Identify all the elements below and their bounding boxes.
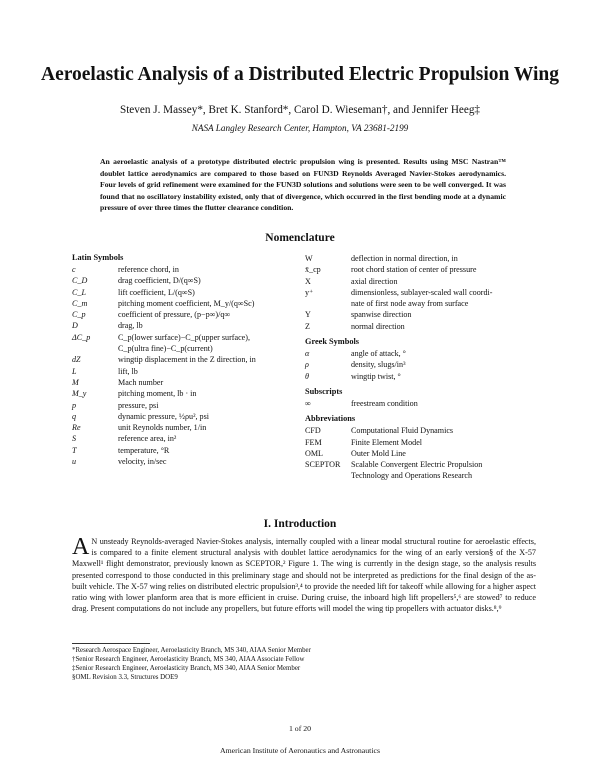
nomenclature-entry: [305, 398, 537, 409]
nomenclature-symbol: C_p: [72, 310, 86, 320]
nomenclature-symbol: c: [72, 265, 76, 274]
nomenclature-definition: reference chord, in: [118, 265, 179, 274]
nomenclature-entry: [72, 264, 304, 275]
nomenclature-entry: [72, 433, 304, 444]
nomenclature-symbol: X: [305, 276, 311, 286]
nomenclature-entry: [305, 437, 537, 448]
nomenclature-symbol: W: [305, 254, 313, 263]
footnote: *Research Aerospace Engineer, Aeroelasticity Branch, MS 340, AIAA Senior Member: [72, 647, 311, 654]
position-symbol-list: [305, 253, 537, 332]
nomenclature-definition: lift coefficient, L/(q∞S): [118, 287, 195, 297]
nomenclature-definition: pitching moment, lb · in: [118, 389, 197, 399]
abstract: An aeroelastic analysis of a prototype distributed electric propulsion wing is presented. Results using MSC Nastran™ doublet lattice aerodynamics are compared to those based on FUN3D Reynolds Averaged Navier-Stokes aerodynamics. Four levels of grid refinement were examined for the FUN3D solutions and solutions were seen to be well converged. It was found that no oscillatory instability existed, only that of divergence, which occurred in the first bending mode at a dynamic pressure of over three times the flutter clearance condition.: [100, 157, 506, 213]
latin-symbols-heading: Latin Symbols: [72, 253, 124, 262]
footnote: †Senior Research Engineer, Aeroelasticity Branch, MS 340, AIAA Associate Fellow: [72, 656, 305, 663]
nomenclature-heading: Nomenclature: [265, 232, 335, 244]
nomenclature-entry: [305, 287, 537, 298]
latin-symbol-list: [72, 264, 304, 467]
nomenclature-entry: [72, 275, 304, 286]
nomenclature-definition: freestream condition: [351, 398, 418, 408]
nomenclature-entry: [305, 264, 537, 275]
nomenclature-symbol: x̄_cp: [305, 265, 321, 275]
nomenclature-entry: [305, 459, 537, 470]
nomenclature-right-column: [305, 253, 537, 482]
introduction-text: N unsteady Reynolds-averaged Navier-Stokes analysis, internally coupled with a linear modal structural routine for aeroelastic effects, is compared to a finite element structural analysis with doublet lattice aerodynamics for the wing of an early version§ of the X-57 Maxwell¹ flight demonstrator, previously known as SCEPTOR,² Figure 1. The wing is currently in the design stage, so the analysis results presented correspond to those conducted in this preliminary stage and should not be interpreted as predictions for the final design of the as-built vehicle. The X-57 wing relies on distributed electric propulsion³,⁴ to provide the needed lift for takeoff while allowing for a higher aspect ratio wing with lower planform area that is more efficient in cruise. During cruise, the inboard high lift propellers⁵,⁶ are stowed⁷ to reduce drag. Present computations do not include any propellers, but future efforts will model the wing tip propellers with actuator disks.⁸,⁹: [72, 537, 536, 614]
footer-publisher: American Institute of Aeronautics and Astronautics: [219, 746, 380, 755]
nomenclature-symbol: C_L: [72, 287, 86, 297]
nomenclature-symbol: Y: [305, 310, 311, 320]
nomenclature-entry: [305, 348, 537, 359]
nomenclature-definition: C_p(lower surface)−C_p(upper surface),: [118, 332, 250, 342]
nomenclature-symbol: M_y: [72, 389, 87, 399]
nomenclature-symbol: p: [72, 400, 77, 410]
footnote: ‡Senior Research Engineer, Aeroelasticity Branch, MS 340, AIAA Senior Member: [72, 665, 301, 672]
affiliation: NASA Langley Research Center, Hampton, VA 23681-2199: [191, 123, 409, 133]
nomenclature-entry: [72, 320, 304, 331]
introduction-heading: I. Introduction: [263, 518, 337, 530]
nomenclature-definition: coefficient of pressure, (p−p∞)/q∞: [118, 310, 231, 320]
nomenclature-symbol: C_m: [72, 298, 88, 308]
nomenclature-entry: [72, 422, 304, 433]
nomenclature-definition: velocity, in/sec: [118, 457, 167, 467]
nomenclature-definition: Finite Element Model: [351, 437, 423, 447]
subscript-list: [305, 398, 537, 409]
footnote-rule: [72, 643, 150, 644]
nomenclature-entry: [305, 425, 537, 436]
nomenclature-definition: drag, lb: [118, 321, 143, 331]
nomenclature-symbol: CFD: [305, 426, 321, 436]
nomenclature-definition: Outer Mold Line: [351, 448, 406, 458]
nomenclature-definition: pressure, psi: [118, 400, 159, 410]
nomenclature-symbol: Z: [305, 321, 310, 331]
nomenclature-symbol: ∞: [305, 398, 311, 408]
nomenclature-definition: temperature, °R: [118, 445, 170, 455]
nomenclature-entry: [305, 298, 537, 309]
nomenclature-symbol: y⁺: [305, 287, 314, 297]
page-number: 1 of 20: [288, 724, 312, 733]
nomenclature-entry: [72, 445, 304, 456]
nomenclature-entry: [305, 470, 537, 481]
nomenclature-symbol: D: [72, 321, 78, 331]
nomenclature-symbol: M: [72, 377, 79, 387]
nomenclature-definition: Technology and Operations Research: [351, 471, 473, 481]
nomenclature-symbol: dZ: [72, 355, 81, 365]
nomenclature-definition: wingtip twist, °: [351, 371, 401, 381]
nomenclature-symbol: FEM: [305, 437, 322, 447]
nomenclature-symbol: OML: [305, 448, 323, 458]
author-list: Steven J. Massey*, Bret K. Stanford*, Carol D. Wieseman†, and Jennifer Heeg‡: [119, 104, 481, 116]
nomenclature-symbol: α: [305, 349, 310, 359]
nomenclature-symbol: Re: [72, 423, 81, 433]
nomenclature-definition: normal direction: [351, 321, 405, 331]
nomenclature-entry: [72, 298, 304, 309]
nomenclature-definition: root chord station of center of pressure: [351, 265, 477, 275]
abbreviation-list: [305, 425, 537, 481]
footnotes: [72, 646, 536, 682]
nomenclature-definition: lift, lb: [118, 366, 138, 376]
nomenclature-entry: [72, 343, 304, 354]
nomenclature-definition: spanwise direction: [351, 310, 412, 320]
nomenclature-entry: [72, 309, 304, 320]
greek-symbol-list: [305, 348, 537, 382]
nomenclature-left-column: [72, 253, 304, 467]
nomenclature-entry: [305, 359, 537, 370]
nomenclature-entry: [72, 366, 304, 377]
nomenclature-definition: pitching moment coefficient, M_y/(q∞Sc): [118, 298, 255, 308]
nomenclature-entry: [305, 276, 537, 287]
nomenclature-definition: angle of attack, °: [351, 349, 406, 359]
nomenclature-symbol: C_D: [72, 276, 88, 286]
nomenclature-definition: Mach number: [118, 377, 164, 387]
nomenclature-definition: Computational Fluid Dynamics: [351, 426, 454, 436]
nomenclature-entry: [72, 354, 304, 365]
nomenclature-definition: reference area, in²: [118, 434, 177, 444]
nomenclature-definition: nate of first node away from surface: [351, 299, 469, 309]
nomenclature-entry: [72, 388, 304, 399]
drop-cap: A: [72, 534, 90, 560]
nomenclature-entry: [72, 400, 304, 411]
nomenclature-entry: [305, 309, 537, 320]
nomenclature-symbol: L: [72, 366, 77, 376]
nomenclature-entry: [305, 371, 537, 382]
introduction-body: [72, 536, 536, 614]
nomenclature-symbol: ΔC_p: [72, 332, 91, 342]
paper-title: Aeroelastic Analysis of a Distributed Electric Propulsion Wing: [40, 64, 560, 85]
nomenclature-symbol: SCEPTOR: [305, 460, 341, 470]
nomenclature-definition: Scalable Convergent Electric Propulsion: [351, 460, 483, 470]
footnote: §OML Revision 3.3, Structures DOE9: [72, 674, 178, 681]
nomenclature-definition: drag coefficient, D/(q∞S): [118, 276, 201, 286]
nomenclature-entry: [305, 448, 537, 459]
nomenclature-entry: [305, 321, 537, 332]
nomenclature-symbol: S: [72, 434, 77, 444]
nomenclature-symbol: u: [72, 457, 77, 467]
nomenclature-symbol: θ: [305, 371, 309, 381]
greek-symbols-heading: Greek Symbols: [305, 337, 360, 347]
nomenclature-definition: deflection in normal direction, in: [351, 254, 458, 263]
nomenclature-definition: C_p(ultra fine)−C_p(current): [118, 344, 213, 354]
nomenclature-definition: density, slugs/in³: [351, 360, 406, 370]
abbreviations-heading: Abbreviations: [305, 414, 356, 424]
nomenclature-symbol: q: [72, 411, 77, 421]
nomenclature-definition: wingtip displacement in the Z direction, in: [118, 355, 256, 365]
nomenclature-entry: [72, 377, 304, 388]
nomenclature-entry: [72, 287, 304, 298]
nomenclature-entry: [72, 456, 304, 467]
nomenclature-symbol: ρ: [305, 360, 309, 370]
nomenclature-entry: [72, 411, 304, 422]
nomenclature-definition: dimensionless, sublayer-scaled wall coordi-: [351, 287, 493, 297]
nomenclature-symbol: T: [72, 445, 77, 455]
nomenclature-definition: axial direction: [351, 276, 398, 286]
nomenclature-definition: unit Reynolds number, 1/in: [118, 423, 207, 433]
subscripts-heading: Subscripts: [305, 386, 343, 396]
nomenclature-entry: [305, 253, 537, 264]
nomenclature-definition: dynamic pressure, ½ρu², psi: [118, 411, 209, 421]
nomenclature-entry: [72, 332, 304, 343]
